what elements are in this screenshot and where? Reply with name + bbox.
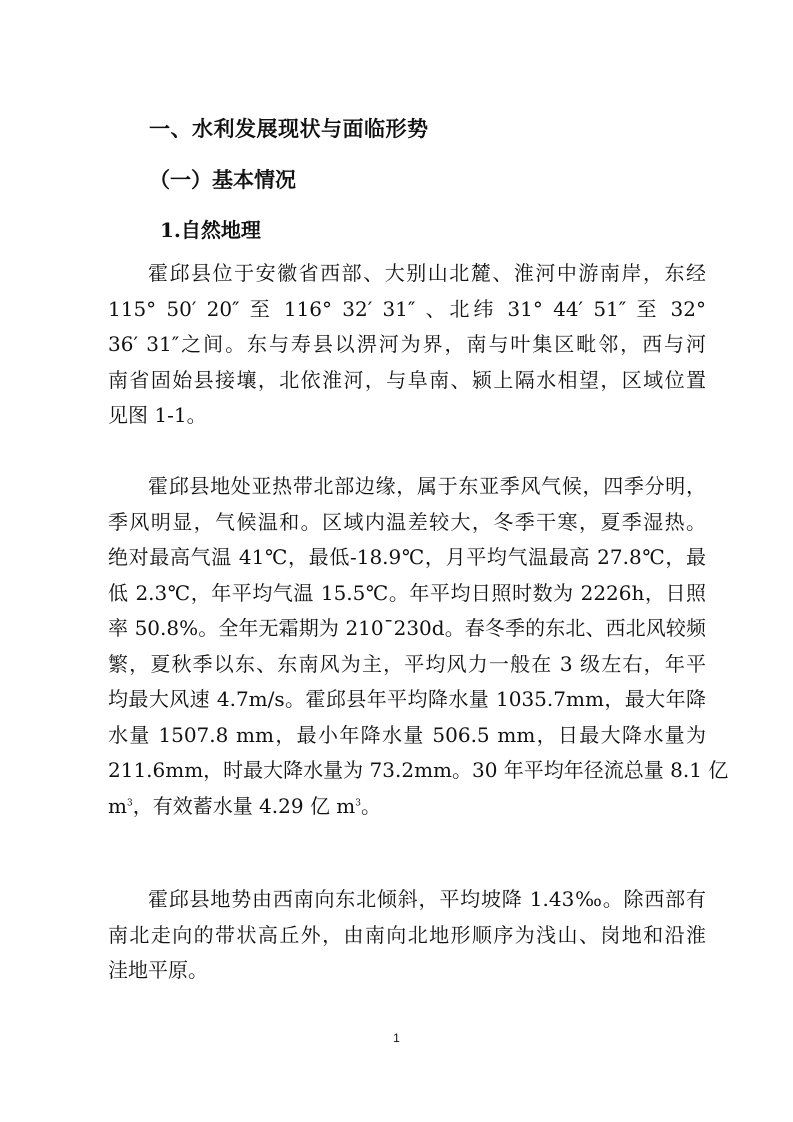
text-line: 低 2.3℃，年平均气温 15.5℃。年平均日照时数为 2226h，日照 xyxy=(108,580,706,605)
text-line: 霍邱县位于安徽省西部、大别山北麓、淮河中游南岸，东经 xyxy=(148,261,706,285)
text-line: 霍邱县地处亚热带北部边缘，属于东亚季风气候，四季分明， xyxy=(148,474,706,498)
text-line: 均最大风速 4.7m/s。霍邱县年平均降水量 1035.7mm，最大年降 xyxy=(108,687,706,711)
text-line: 繁，夏秋季以东、东南风为主，平均风力一般在 3 级左右，年平 xyxy=(108,651,706,676)
text-fragment: ，有效蓄水量 4.29 亿 m xyxy=(132,793,356,818)
paragraph-location xyxy=(108,256,706,434)
text-line: 南省固始县接壤，北依淮河，与阜南、颍上隔水相望，区域位置 xyxy=(108,367,706,392)
text-line: 115° 50′ 20″ 至 116° 32′ 31″ 、北纬 31° 44′ 51″ 至 32° xyxy=(108,296,706,321)
paragraph-terrain xyxy=(108,882,706,989)
text-line: 季风明显，气候温和。区域内温差较大，冬季干寒，夏季湿热。 xyxy=(108,509,706,534)
superscript: 3 xyxy=(126,797,133,808)
superscript: 3 xyxy=(355,797,362,808)
section-heading: 一、水利发展现状与面临形势 xyxy=(149,117,429,141)
text-fragment: 。 xyxy=(361,793,382,818)
text-line xyxy=(108,789,706,825)
sub-subsection-heading: 1.自然地理 xyxy=(160,218,261,242)
text-fragment: m xyxy=(108,793,127,818)
text-line: 211.6mm，时最大降水量为 73.2mm。30 年平均年径流总量 8.1 亿 xyxy=(108,758,729,782)
text-line: 水量 1507.8 mm，最小年降水量 506.5 mm，日最大降水量为 xyxy=(108,722,706,747)
subsection-heading: （一）基本情况 xyxy=(149,168,296,192)
text-line: 洼地平原。 xyxy=(108,958,208,982)
page-number: 1 xyxy=(393,1031,400,1045)
text-line: 率 50.8%。全年无霜期为 210¯230d。春冬季的东北、西北风较频 xyxy=(108,616,706,640)
text-line: 霍邱县地势由西南向东北倾斜，平均坡降 1.43‰。除西部有 xyxy=(148,887,706,911)
text-line: 南北走向的带状高丘外，由南向北地形顺序为浅山、岗地和沿淮 xyxy=(108,922,706,947)
paragraph-climate xyxy=(108,469,729,824)
text-line: 绝对最高气温 41℃，最低-18.9℃，月平均气温最高 27.8℃，最 xyxy=(108,545,706,569)
text-line: 36′ 31″之间。东与寿县以淠河为界，南与叶集区毗邻，西与河 xyxy=(108,332,706,356)
text-line: 见图 1-1。 xyxy=(108,403,207,427)
